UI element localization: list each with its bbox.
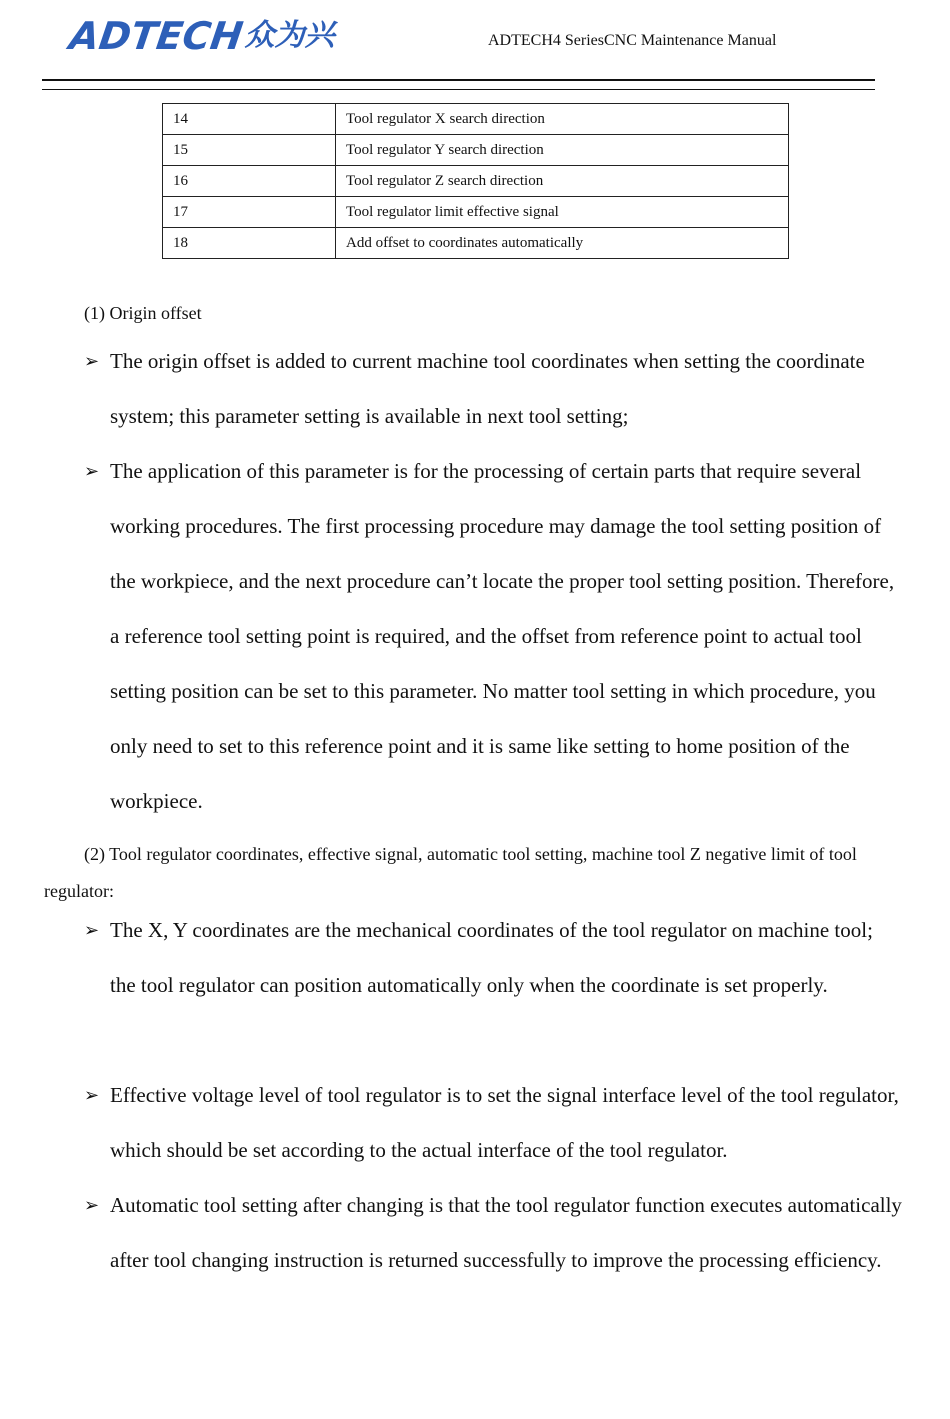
param-description: Tool regulator X search direction — [336, 104, 789, 135]
parameter-table — [162, 103, 789, 259]
bullet-text: The X, Y coordinates are the mechanical coordinates of the tool regulator on machine tool; the tool regulator can position automatically only when the coordinate is set properly. — [110, 918, 873, 997]
param-number: 16 — [163, 166, 336, 197]
table-row — [163, 197, 789, 228]
bullet-arrow-icon: ➢ — [84, 1195, 100, 1216]
table-row — [163, 166, 789, 197]
bullet-text: The origin offset is added to current machine tool coordinates when setting the coordinate system; this parameter setting is available in next tool setting; — [110, 349, 865, 428]
logo-text-cn: 众为兴 — [244, 18, 335, 53]
logo-text-en: ADTECH — [66, 14, 246, 58]
section-heading-tool-regulator: (2) Tool regulator coordinates, effective signal, automatic tool setting, machine tool Z negative limit of tool regulator: — [44, 844, 857, 901]
param-description: Add offset to coordinates automatically — [336, 228, 789, 259]
bullet-arrow-icon: ➢ — [84, 351, 100, 372]
bullet-item — [84, 1178, 904, 1288]
table-row — [163, 104, 789, 135]
bullet-arrow-icon: ➢ — [84, 461, 100, 482]
table-row — [163, 135, 789, 166]
bullet-arrow-icon: ➢ — [84, 920, 100, 941]
bullet-item — [84, 903, 884, 1013]
param-number: 15 — [163, 135, 336, 166]
bullet-arrow-icon: ➢ — [84, 1085, 100, 1106]
manual-title: ADTECH4 SeriesCNC Maintenance Manual — [488, 32, 777, 49]
company-logo — [66, 14, 335, 58]
param-description: Tool regulator Y search direction — [336, 135, 789, 166]
bullet-item — [84, 1068, 904, 1178]
param-number: 14 — [163, 104, 336, 135]
param-number: 17 — [163, 197, 336, 228]
bullet-item — [84, 444, 904, 829]
table-row — [163, 228, 789, 259]
header-rule-thick — [42, 79, 875, 81]
param-description: Tool regulator Z search direction — [336, 166, 789, 197]
param-number: 18 — [163, 228, 336, 259]
header-rule-thin — [42, 89, 875, 90]
bullet-text: The application of this parameter is for the processing of certain parts that require several working procedures. The first processing procedure may damage the tool setting position of the workpiece, and the next procedure can’t locate the proper tool setting position. Therefore, a reference tool setting point is required, and the offset from reference point to actual tool setting position can be set to this parameter. No matter tool setting in which procedure, you only need to set to this reference point and it is same like setting to home position of the workpiece. — [110, 459, 895, 813]
bullet-text: Effective voltage level of tool regulator is to set the signal interface level of the tool regulator, which should be set according to the actual interface of the tool regulator. — [110, 1083, 899, 1162]
section-heading-origin-offset: (1) Origin offset — [84, 303, 202, 323]
bullet-text: Automatic tool setting after changing is that the tool regulator function executes automatically after tool changing instruction is returned successfully to improve the processing efficiency. — [110, 1193, 902, 1272]
param-description: Tool regulator limit effective signal — [336, 197, 789, 228]
bullet-item — [84, 334, 904, 444]
